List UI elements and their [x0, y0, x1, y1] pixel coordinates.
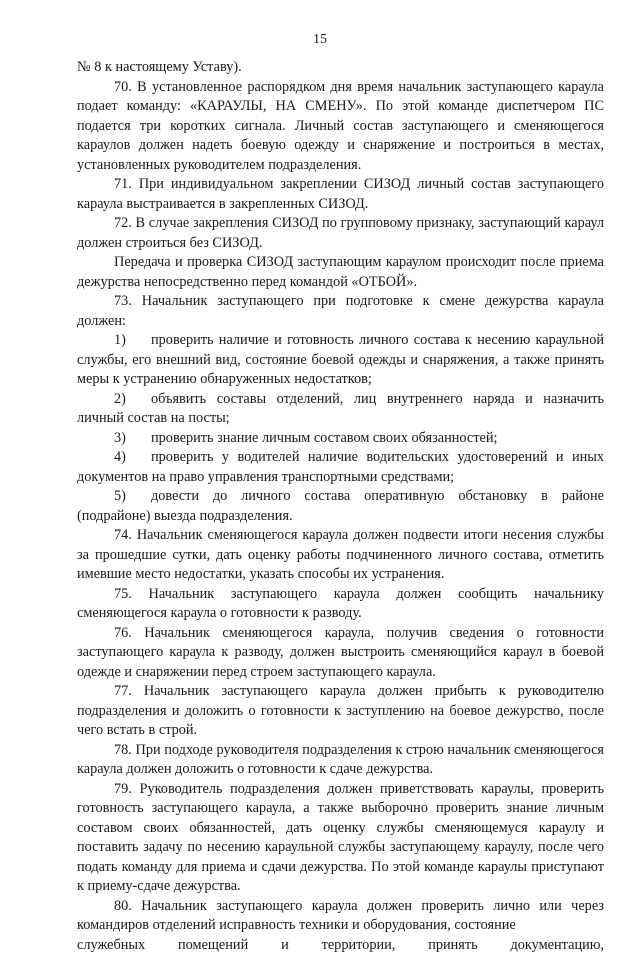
- paragraph-74: 74. Начальник сменяющегося караула должен подвести итоги несения службы за прошедшие сутки, дать оценку работы подчиненного личного состава, отметить имевшие место недостатки, указать способы их устранения.: [77, 526, 604, 585]
- paragraph-76: 76. Начальник сменяющегося караула, получив сведения о готовности заступающего караула к разводу, должен выстроить сменяющийся караул в боевой одежде и снаряжении перед строем заступающего караула.: [77, 624, 604, 683]
- paragraph: № 8 к настоящему Уставу).: [77, 58, 604, 78]
- word: документацию,: [511, 936, 605, 955]
- paragraph-72-continued: Передача и проверка СИЗОД заступающим караулом происходит после приема дежурства непосредственно перед командой «ОТБОЙ».: [77, 253, 604, 292]
- list-item: [77, 331, 604, 390]
- list-item-text: проверить наличие и готовность личного состава к несению караульной службы, его внешний вид, состояние боевой одежды и снаряжения, а также принять меры к устранению обнаруженных недостатков;: [77, 332, 604, 387]
- paragraph-70: 70. В установленное распорядком дня время начальник заступающего караула подает команду: «КАРАУЛЫ, НА СМЕНУ». По этой команде диспетчером ПС подается три коротких сигнала. Личный состав заступающего и сменяющегося караулов должен надеть боевую одежду и снаряжение и построиться в местах, установленных руководителем подразделения.: [77, 78, 604, 176]
- list-item-text: проверить знание личным составом своих обязанностей;: [151, 430, 497, 446]
- list-item-number: 3): [77, 429, 151, 449]
- list-item-text: проверить у водителей наличие водительских удостоверений и иных документов на право управления транспортными средствами;: [77, 449, 604, 485]
- paragraph-78: 78. При подходе руководителя подразделения к строю начальник сменяющегося караула должен доложить о готовности к сдаче дежурства.: [77, 741, 604, 780]
- list-item-text: объявить составы отделений, лиц внутреннего наряда и назначить личный состав на посты;: [77, 391, 604, 427]
- list-item-number: 5): [77, 487, 151, 507]
- list-item: [77, 487, 604, 526]
- paragraph-77: 77. Начальник заступающего караула должен прибыть к руководителю подразделения и доложить о готовности к заступлению на боевое дежурство, после чего встать в строй.: [77, 682, 604, 741]
- word: территории,: [322, 936, 396, 955]
- paragraph-75: 75. Начальник заступающего караула должен сообщить начальнику сменяющегося караула о готовности к разводу.: [77, 585, 604, 624]
- list-item-number: 2): [77, 390, 151, 410]
- paragraph-79: 79. Руководитель подразделения должен приветствовать караулы, проверить готовность заступающего караула, а также выборочно проверить знание личным составом своих обязанностей, дать оценку службы сменяющемуся караулу и поставить задачу по несению караульной службы заступающему караулу, после чего подать команду для приема и сдачи дежурства. По этой команде караулы приступают к приему-сдаче дежурства.: [77, 780, 604, 897]
- paragraph-80: 80. Начальник заступающего караула должен проверить лично или через командиров отделений исправность техники и оборудования, состояние: [77, 897, 604, 936]
- paragraph-71: 71. При индивидуальном закреплении СИЗОД личный состав заступающего караула выстраивается в закрепленных СИЗОД.: [77, 175, 604, 214]
- list-item-text: довести до личного состава оперативную обстановку в районе (подрайоне) выезда подразделения.: [77, 488, 604, 524]
- word: и: [281, 936, 289, 955]
- page-number: 15: [0, 30, 640, 50]
- list-item-number: 4): [77, 448, 151, 468]
- paragraph-72: 72. В случае закрепления СИЗОД по групповому признаку, заступающий караул должен строиться без СИЗОД.: [77, 214, 604, 253]
- word: помещений: [178, 936, 248, 955]
- list-item: [77, 448, 604, 487]
- paragraph-80-last-line: [77, 936, 604, 955]
- list-item-number: 1): [77, 331, 151, 351]
- word: служебных: [77, 936, 145, 955]
- word: принять: [428, 936, 477, 955]
- paragraph-73: 73. Начальник заступающего при подготовке к смене дежурства караула должен:: [77, 292, 604, 331]
- list-item: [77, 390, 604, 429]
- document-body: [77, 58, 604, 955]
- list-item: [77, 429, 604, 449]
